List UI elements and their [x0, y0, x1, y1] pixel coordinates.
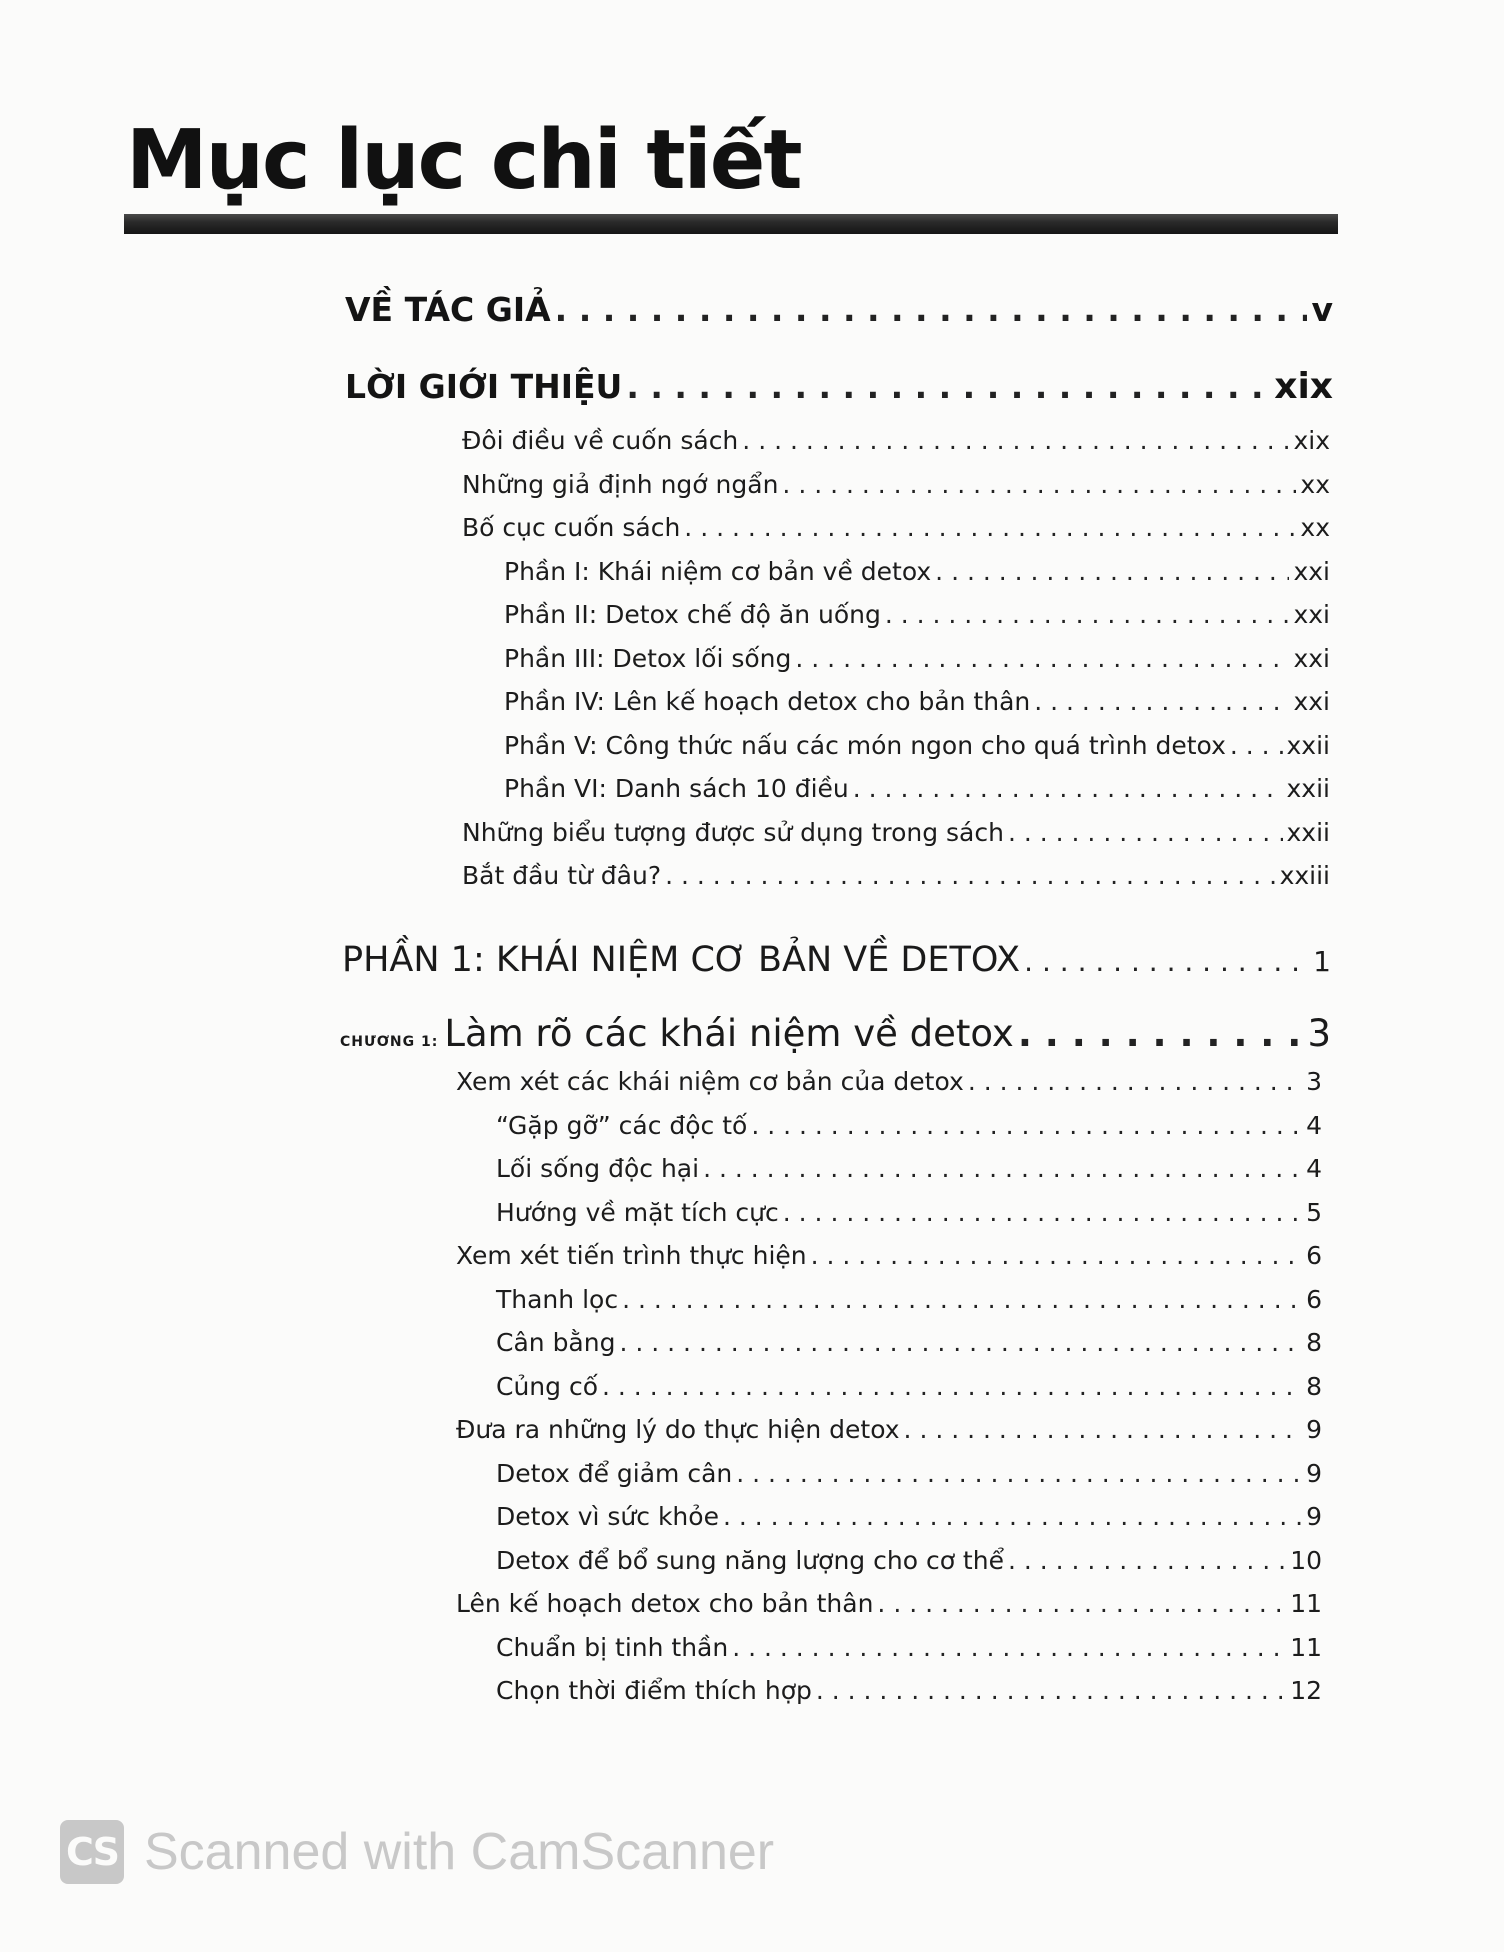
toc-entry-label: Phần III: Detox lối sống — [504, 643, 792, 673]
toc-page-number: xx — [1300, 469, 1330, 499]
toc-entry-label: Những biểu tượng được sử dụng trong sách — [462, 817, 1004, 847]
toc-page-number: 11 — [1290, 1632, 1322, 1662]
toc-page-number: 1 — [1313, 945, 1331, 978]
toc-entry[interactable] — [462, 861, 1330, 890]
toc-entry[interactable] — [504, 557, 1330, 586]
toc-entry-label: Chuẩn bị tinh thần — [496, 1632, 729, 1662]
dot-leader — [684, 513, 1296, 542]
page-title: Mục lục chi tiết — [126, 113, 801, 208]
toc-entry[interactable] — [496, 1372, 1322, 1401]
toc-entry-label: Chọn thời điểm thích hợp — [496, 1676, 812, 1705]
dot-leader — [736, 1459, 1302, 1488]
dot-leader — [732, 1633, 1286, 1662]
toc-entry-part-1[interactable] — [342, 940, 1331, 980]
toc-entry-label: Phần I: Khái niệm cơ bản về detox — [504, 556, 932, 586]
toc-entry-label: Thanh lọc — [496, 1284, 619, 1314]
dot-leader — [602, 1372, 1302, 1401]
toc-entry[interactable] — [496, 1676, 1322, 1705]
dot-leader — [935, 557, 1289, 586]
dot-leader — [811, 1241, 1302, 1270]
toc-page-number: xxii — [1286, 774, 1330, 803]
toc-page-number: 11 — [1290, 1589, 1322, 1618]
toc-page-number: xxi — [1293, 687, 1330, 716]
dot-leader — [665, 861, 1275, 890]
toc-entry[interactable] — [496, 1154, 1322, 1183]
dot-leader — [1034, 687, 1289, 716]
dot-leader — [1024, 945, 1309, 978]
toc-page-number: 6 — [1306, 1284, 1322, 1314]
toc-entry[interactable] — [504, 687, 1330, 716]
toc-page-number: 10 — [1290, 1545, 1322, 1575]
toc-entry[interactable] — [504, 600, 1330, 629]
toc-entry-label: Detox vì sức khỏe — [496, 1502, 719, 1531]
toc-page-number: 6 — [1306, 1241, 1322, 1270]
toc-page-number: 4 — [1306, 1154, 1322, 1183]
toc-page-number: xxiii — [1279, 861, 1330, 890]
toc-entry[interactable] — [456, 1241, 1322, 1270]
toc-entry-label: Đưa ra những lý do thực hiện detox — [456, 1415, 900, 1444]
toc-entry-introduction[interactable] — [345, 366, 1333, 407]
toc-entry-label: Phần IV: Lên kế hoạch detox cho bản thân — [504, 687, 1031, 716]
toc-entry[interactable] — [462, 470, 1330, 499]
toc-page-number: xxi — [1293, 643, 1330, 673]
dot-leader — [742, 426, 1289, 455]
dot-leader — [622, 1285, 1302, 1314]
toc-page-number: 9 — [1306, 1502, 1322, 1531]
toc-entry-label: Cân bằng — [496, 1328, 616, 1357]
dot-leader — [1230, 731, 1283, 760]
dot-leader — [782, 470, 1296, 499]
toc-page-number: xx — [1300, 513, 1330, 542]
toc-entry[interactable] — [462, 818, 1330, 847]
toc-entry-label: VỀ TÁC GIẢ — [345, 290, 551, 329]
toc-entry-label: Phần VI: Danh sách 10 điều — [504, 774, 849, 803]
toc-page-number: xxii — [1286, 730, 1330, 760]
watermark-text: Scanned with CamScanner — [144, 1823, 775, 1881]
toc-page-number: v — [1311, 290, 1333, 329]
toc-entry-label: Củng cố — [496, 1371, 599, 1401]
toc-entry[interactable] — [456, 1415, 1322, 1444]
toc-entry-label: LỜI GIỚI THIỆU — [345, 367, 623, 406]
toc-entry[interactable] — [456, 1067, 1322, 1096]
toc-page-number: xxi — [1293, 556, 1330, 586]
toc-entry-chapter-1[interactable] — [340, 1012, 1331, 1055]
toc-entry-label: Xem xét các khái niệm cơ bản của detox — [456, 1067, 964, 1096]
toc-entry-label: Xem xét tiến trình thực hiện — [456, 1241, 807, 1270]
dot-leader — [1018, 1012, 1304, 1055]
title-rule — [124, 214, 1338, 234]
dot-leader — [877, 1589, 1286, 1618]
dot-leader — [816, 1676, 1286, 1705]
toc-page-number: 8 — [1306, 1328, 1322, 1357]
toc-entry-label: Những giả định ngớ ngẩn — [462, 469, 779, 499]
toc-entry-label: Bố cục cuốn sách — [462, 513, 681, 542]
camscanner-watermark — [60, 1820, 774, 1884]
toc-entry-label: PHẦN 1: KHÁI NIỆM CƠ BẢN VỀ DETOX — [342, 940, 1021, 980]
dot-leader — [904, 1415, 1303, 1444]
toc-page-number: xxii — [1286, 817, 1330, 847]
toc-entry[interactable] — [496, 1546, 1322, 1575]
toc-entry[interactable] — [462, 426, 1330, 455]
dot-leader — [626, 367, 1270, 406]
toc-entry[interactable] — [462, 513, 1330, 542]
toc-entry-about-author[interactable] — [345, 290, 1333, 329]
dot-leader — [619, 1328, 1302, 1357]
toc-entry-label: Hướng về mặt tích cực — [496, 1197, 779, 1227]
toc-entry[interactable] — [496, 1502, 1322, 1531]
dot-leader — [795, 644, 1289, 673]
toc-page-number: 3 — [1306, 1067, 1322, 1096]
toc-entry[interactable] — [496, 1285, 1322, 1314]
toc-page-number: xxi — [1293, 600, 1330, 629]
toc-page-number: 3 — [1307, 1012, 1331, 1055]
toc-entry-label: Phần V: Công thức nấu các món ngon cho quá trình detox — [504, 730, 1226, 760]
toc-page-number: 4 — [1306, 1110, 1322, 1140]
chapter-prefix: CHƯƠNG 1: — [340, 1034, 439, 1050]
toc-page-number: xix — [1293, 426, 1330, 455]
toc-entry[interactable] — [504, 644, 1330, 673]
toc-entry-label: “Gặp gỡ” các độc tố — [496, 1110, 748, 1140]
toc-page-number: 9 — [1306, 1415, 1322, 1444]
dot-leader — [783, 1198, 1302, 1227]
toc-entry[interactable] — [504, 774, 1330, 803]
toc-entry-label: Làm rõ các khái niệm về detox — [444, 1012, 1014, 1055]
toc-entry[interactable] — [496, 1459, 1322, 1488]
dot-leader — [885, 600, 1290, 629]
toc-page-number: xix — [1274, 366, 1333, 407]
dot-leader — [555, 290, 1308, 329]
toc-entry[interactable] — [456, 1589, 1322, 1618]
toc-entry-label: Lối sống độc hại — [496, 1154, 700, 1183]
toc-entry[interactable] — [504, 731, 1330, 760]
dot-leader — [853, 774, 1283, 803]
toc-entry-label: Phần II: Detox chế độ ăn uống — [504, 600, 881, 629]
toc-entry[interactable] — [496, 1328, 1322, 1357]
toc-page-number: 12 — [1290, 1676, 1322, 1705]
toc-entry-label: Bắt đầu từ đâu? — [462, 861, 662, 890]
toc-page-number: 9 — [1306, 1458, 1322, 1488]
dot-leader — [1008, 818, 1283, 847]
dot-leader — [1008, 1546, 1286, 1575]
toc-entry-label: Đôi điều về cuốn sách — [462, 426, 739, 455]
dot-leader — [968, 1067, 1302, 1096]
toc-page-number: 5 — [1306, 1197, 1322, 1227]
toc-entry-label: Detox để giảm cân — [496, 1458, 733, 1488]
toc-entry-label: Lên kế hoạch detox cho bản thân — [456, 1589, 874, 1618]
dot-leader — [703, 1154, 1302, 1183]
camscanner-logo-icon: CS — [60, 1820, 124, 1884]
dot-leader — [751, 1111, 1302, 1140]
dot-leader — [723, 1502, 1302, 1531]
toc-entry[interactable] — [496, 1633, 1322, 1662]
toc-entry[interactable] — [496, 1111, 1322, 1140]
toc-page-number: 8 — [1306, 1371, 1322, 1401]
toc-entry[interactable] — [496, 1198, 1322, 1227]
toc-entry-label: Detox để bổ sung năng lượng cho cơ thể — [496, 1545, 1004, 1575]
